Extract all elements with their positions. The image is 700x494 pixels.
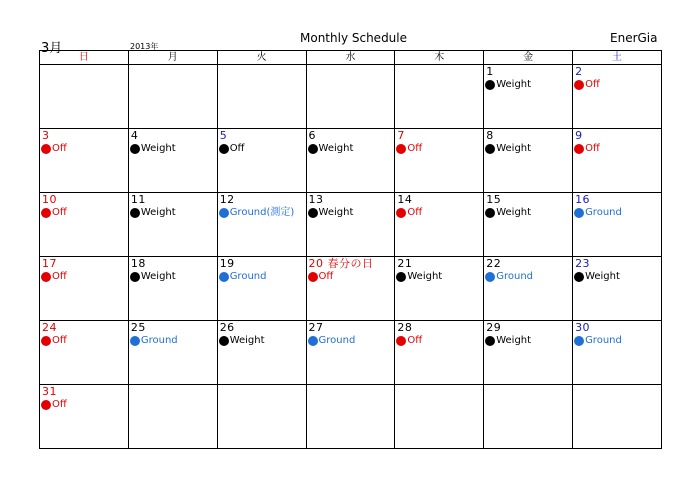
schedule-entry <box>307 270 395 283</box>
event-label: Ground(測定) <box>229 207 295 218</box>
empty-day-cell <box>217 65 306 129</box>
day-cell <box>573 193 662 257</box>
empty-day-cell <box>40 65 129 129</box>
day-number: 6 <box>308 129 317 142</box>
day-cell <box>128 257 217 321</box>
week-row <box>40 321 662 385</box>
weekday-header: 土 <box>573 51 662 65</box>
day-cell <box>128 321 217 385</box>
schedule-entry <box>573 78 661 91</box>
bullet-dot-icon <box>485 272 495 282</box>
day-number: 20 春分の日 <box>308 257 374 270</box>
day-cell <box>306 129 395 193</box>
schedule-entry <box>484 78 572 91</box>
event-label: Ground <box>140 335 178 346</box>
day-number: 31 <box>42 385 57 398</box>
schedule-entry <box>218 142 306 155</box>
event-label: Ground <box>318 335 356 346</box>
weekday-header: 日 <box>40 51 129 65</box>
day-cell <box>40 129 129 193</box>
bullet-dot-icon <box>41 144 51 154</box>
event-label: Off <box>229 143 245 154</box>
day-number: 29 <box>486 321 502 334</box>
weekday-header: 木 <box>395 51 484 65</box>
day-cell <box>395 321 484 385</box>
bullet-dot-icon <box>41 208 51 218</box>
weekday-header: 水 <box>306 51 395 65</box>
event-label: Off <box>52 399 67 410</box>
day-cell <box>573 65 662 129</box>
schedule-entry <box>307 334 395 347</box>
schedule-entry <box>395 206 483 219</box>
empty-day-cell <box>217 385 306 449</box>
event-label: Weight <box>496 143 532 154</box>
day-cell <box>484 65 573 129</box>
day-number: 13 <box>308 193 324 206</box>
bullet-dot-icon <box>485 144 495 154</box>
day-number: 23 <box>575 257 591 270</box>
schedule-entry <box>129 142 217 155</box>
schedule-entry <box>395 334 483 347</box>
schedule-entry <box>573 270 661 283</box>
event-label: Weight <box>140 143 176 154</box>
schedule-entry <box>40 334 128 347</box>
day-number: 3 <box>42 129 50 142</box>
bullet-dot-icon <box>130 336 140 346</box>
day-cell <box>217 257 306 321</box>
empty-day-cell <box>306 65 395 129</box>
schedule-entry <box>484 142 572 155</box>
day-cell <box>484 193 573 257</box>
schedule-entry <box>395 270 483 283</box>
bullet-dot-icon <box>396 336 406 346</box>
empty-day-cell <box>128 385 217 449</box>
bullet-dot-icon <box>308 144 318 154</box>
empty-day-cell <box>128 65 217 129</box>
week-row <box>40 385 662 449</box>
day-number: 4 <box>130 129 139 142</box>
event-label: Weight <box>496 207 532 218</box>
day-cell <box>128 193 217 257</box>
bullet-dot-icon <box>130 208 140 218</box>
bullet-dot-icon <box>485 208 495 218</box>
event-label: Weight <box>140 271 176 282</box>
day-number: 18 <box>130 257 146 270</box>
event-label: Off <box>52 335 67 346</box>
schedule-entry <box>40 206 128 219</box>
day-cell <box>128 129 217 193</box>
bullet-dot-icon <box>219 272 229 282</box>
event-label: Ground <box>496 271 534 282</box>
schedule-entry <box>129 270 217 283</box>
day-number: 25 <box>130 321 146 334</box>
event-label: Off <box>407 207 423 218</box>
event-label: Weight <box>496 335 532 346</box>
bullet-dot-icon <box>396 208 406 218</box>
day-number: 12 <box>219 193 235 206</box>
event-label: Weight <box>585 271 620 282</box>
bullet-dot-icon <box>574 80 584 90</box>
week-row <box>40 257 662 321</box>
month-label: 3月 <box>41 41 63 56</box>
bullet-dot-icon <box>396 144 406 154</box>
day-number: 10 <box>42 193 57 206</box>
event-label: Ground <box>229 271 267 282</box>
day-number: 9 <box>575 129 583 142</box>
event-label: Ground <box>585 207 622 218</box>
day-cell <box>306 193 395 257</box>
week-row <box>40 129 662 193</box>
empty-day-cell <box>395 65 484 129</box>
event-label: Off <box>52 271 67 282</box>
day-cell <box>40 321 129 385</box>
day-number: 26 <box>219 321 235 334</box>
day-cell <box>573 321 662 385</box>
day-number: 8 <box>486 129 494 142</box>
day-number: 27 <box>308 321 324 334</box>
day-number: 14 <box>397 193 413 206</box>
schedule-entry <box>573 142 661 155</box>
schedule-entry <box>218 206 306 219</box>
event-label: Off <box>407 143 423 154</box>
day-number: 21 <box>397 257 413 270</box>
day-number: 15 <box>486 193 502 206</box>
day-cell <box>306 321 395 385</box>
bullet-dot-icon <box>308 272 318 282</box>
page-title: Monthly Schedule <box>300 31 408 45</box>
event-label: Weight <box>229 335 265 346</box>
schedule-entry <box>573 206 661 219</box>
day-number: 7 <box>397 129 405 142</box>
day-number: 30 <box>575 321 591 334</box>
schedule-entry <box>573 334 661 347</box>
schedule-entry <box>307 142 395 155</box>
bullet-dot-icon <box>219 208 229 218</box>
bullet-dot-icon <box>130 272 140 282</box>
event-label: Off <box>407 335 423 346</box>
empty-day-cell <box>306 385 395 449</box>
weekday-header: 金 <box>484 51 573 65</box>
day-cell <box>484 129 573 193</box>
schedule-entry <box>484 206 572 219</box>
schedule-entry <box>218 334 306 347</box>
day-cell <box>40 385 129 449</box>
calendar-body <box>40 65 662 449</box>
schedule-entry <box>484 270 572 283</box>
schedule-entry <box>484 334 572 347</box>
event-label: Off <box>585 143 600 154</box>
event-label: Weight <box>407 271 443 282</box>
day-number: 24 <box>42 321 57 334</box>
event-label: Weight <box>140 207 176 218</box>
bullet-dot-icon <box>41 272 51 282</box>
bullet-dot-icon <box>308 208 318 218</box>
bullet-dot-icon <box>308 336 318 346</box>
day-cell <box>484 321 573 385</box>
day-number: 2 <box>575 65 583 78</box>
day-cell <box>306 257 395 321</box>
day-cell <box>395 193 484 257</box>
event-label: Weight <box>318 207 354 218</box>
week-row <box>40 193 662 257</box>
bullet-dot-icon <box>396 272 406 282</box>
bullet-dot-icon <box>485 80 495 90</box>
day-cell <box>217 321 306 385</box>
schedule-entry <box>40 398 128 411</box>
schedule-entry <box>40 142 128 155</box>
event-label: Off <box>318 271 334 282</box>
day-cell <box>573 257 662 321</box>
day-number: 16 <box>575 193 591 206</box>
schedule-entry <box>129 206 217 219</box>
day-cell <box>217 193 306 257</box>
bullet-dot-icon <box>574 144 584 154</box>
event-label: Weight <box>318 143 354 154</box>
day-number: 17 <box>42 257 57 270</box>
bullet-dot-icon <box>130 144 140 154</box>
bullet-dot-icon <box>219 336 229 346</box>
event-label: Ground <box>585 335 622 346</box>
schedule-entry <box>218 270 306 283</box>
event-label: Off <box>585 79 600 90</box>
day-cell <box>40 193 129 257</box>
schedule-entry <box>395 142 483 155</box>
day-number: 28 <box>397 321 413 334</box>
empty-day-cell <box>484 385 573 449</box>
day-number: 22 <box>486 257 502 270</box>
bullet-dot-icon <box>485 336 495 346</box>
calendar-grid <box>39 50 662 449</box>
weekday-header: 火 <box>217 51 306 65</box>
bullet-dot-icon <box>219 144 229 154</box>
day-cell <box>484 257 573 321</box>
empty-day-cell <box>395 385 484 449</box>
schedule-entry <box>307 206 395 219</box>
schedule-entry <box>129 334 217 347</box>
day-cell <box>40 257 129 321</box>
event-label: Off <box>52 143 67 154</box>
bullet-dot-icon <box>574 336 584 346</box>
day-number: 19 <box>219 257 235 270</box>
empty-day-cell <box>573 385 662 449</box>
bullet-dot-icon <box>41 336 51 346</box>
week-row <box>40 65 662 129</box>
bullet-dot-icon <box>41 400 51 410</box>
brand-name: EnerGia <box>610 31 658 45</box>
schedule-entry <box>40 270 128 283</box>
day-number: 11 <box>130 193 146 206</box>
day-cell <box>217 129 306 193</box>
day-number: 5 <box>219 129 228 142</box>
weekday-header-row <box>40 51 662 65</box>
day-cell <box>395 257 484 321</box>
bullet-dot-icon <box>574 272 584 282</box>
day-number: 1 <box>486 65 494 78</box>
event-label: Off <box>52 207 67 218</box>
bullet-dot-icon <box>574 208 584 218</box>
day-cell <box>573 129 662 193</box>
weekday-header: 月 <box>128 51 217 65</box>
event-label: Weight <box>496 79 532 90</box>
year-label: 2013年 <box>130 42 159 51</box>
day-cell <box>395 129 484 193</box>
